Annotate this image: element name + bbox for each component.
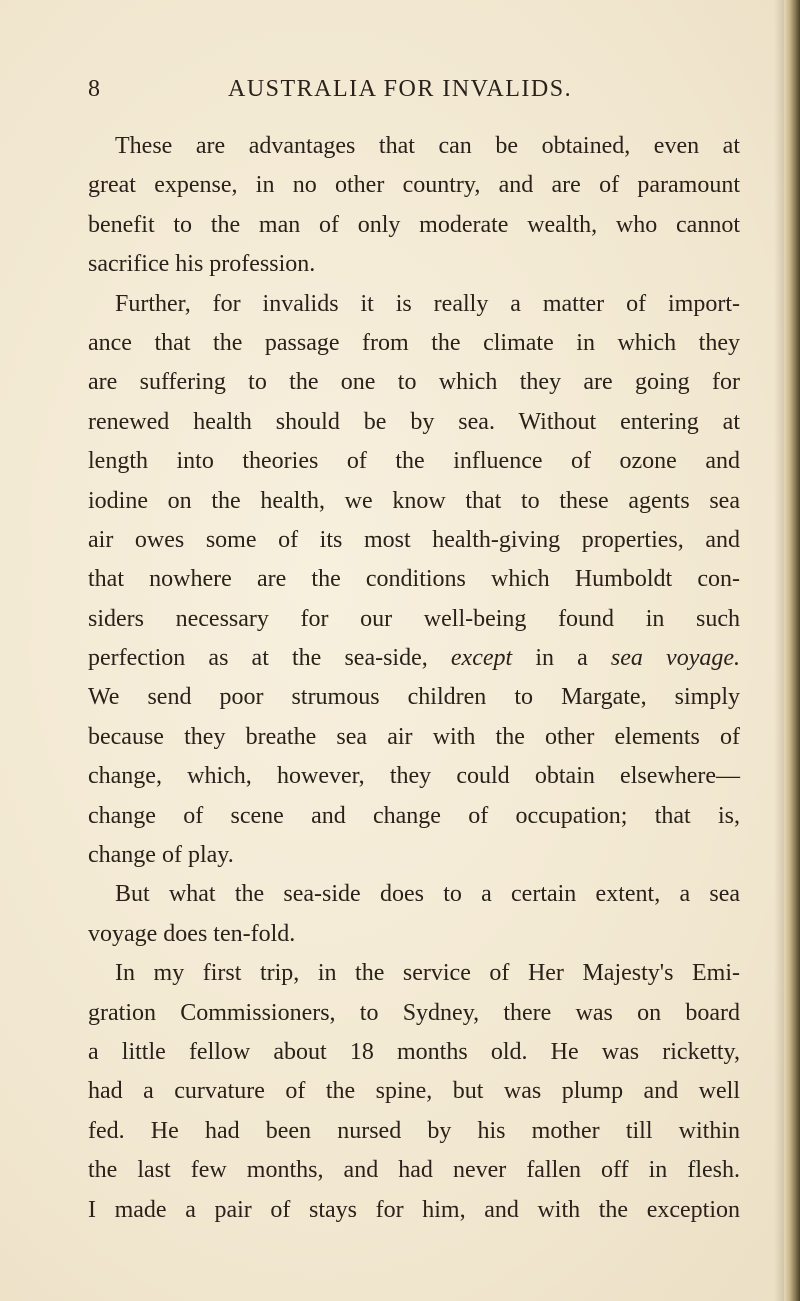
text-line: In my first trip, in the service of Her Majesty's Emi- — [115, 960, 740, 987]
text-line: air owes some of its most health-giving properties, and — [88, 526, 740, 553]
italic-text: sea voyage. — [610, 645, 741, 672]
body-text — [88, 127, 740, 1230]
running-title: AUSTRALIA FOR INVALIDS. — [228, 76, 573, 102]
text-line: renewed health should be by sea. Without entering at — [88, 408, 740, 435]
text-line: change of scene and change of occupation; that is, — [88, 802, 740, 829]
text-line: iodine on the health, we know that to these agents sea — [88, 487, 740, 514]
text-line: voyage does ten-fold. — [88, 920, 296, 947]
text-line: sacrifice his profession. — [88, 251, 316, 278]
text-line — [88, 639, 740, 678]
text-line: a little fellow about 18 months old. He was ricketty, — [88, 1038, 740, 1065]
text-line: Further, for invalids it is really a matter of import- — [115, 290, 740, 317]
text-fragment: in a — [535, 645, 588, 672]
text-line: change of play. — [88, 842, 234, 869]
text-line: are suffering to the one to which they are going for — [88, 369, 740, 396]
text-line: that nowhere are the conditions which Humboldt con- — [88, 566, 740, 593]
text-line: the last few months, and had never fallen off in flesh. — [88, 1157, 740, 1184]
page-header — [88, 76, 738, 112]
text-line: gration Commissioners, to Sydney, there was on board — [88, 999, 740, 1026]
text-line: siders necessary for our well-being found in such — [88, 605, 740, 632]
text-line: I made a pair of stays for him, and with the exception — [88, 1196, 740, 1223]
text-line: had a curvature of the spine, but was plump and well — [88, 1078, 740, 1105]
italic-text: except — [450, 645, 513, 672]
text-line: great expense, in no other country, and are of paramount — [88, 172, 740, 199]
text-line: But what the sea-side does to a certain extent, a sea — [115, 881, 740, 908]
text-line: benefit to the man of only moderate wealth, who cannot — [88, 211, 740, 238]
text-line: length into theories of the influence of ozone and — [88, 448, 740, 475]
text-line: These are advantages that can be obtained, even at — [115, 133, 740, 159]
text-line: because they breathe sea air with the other elements of — [88, 723, 740, 750]
text-line: We send poor strumous children to Margate, simply — [88, 684, 740, 711]
text-line: fed. He had been nursed by his mother till within — [88, 1117, 740, 1144]
book-spine-edge — [784, 0, 800, 1301]
page-number: 8 — [88, 76, 101, 102]
text-line: change, which, however, they could obtain elsewhere— — [88, 763, 740, 790]
text-line: ance that the passage from the climate in which they — [88, 329, 740, 356]
text-fragment: perfection as at the sea-side, — [88, 645, 428, 672]
gutter-shadow — [774, 0, 784, 1301]
